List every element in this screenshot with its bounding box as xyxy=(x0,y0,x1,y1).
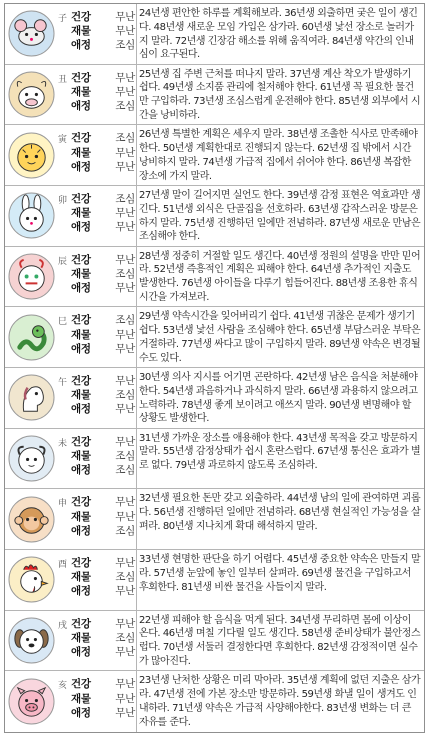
zodiac-row xyxy=(5,65,424,126)
fortune-line xyxy=(71,374,135,388)
sheep-icon xyxy=(8,435,55,482)
fortune-value: 무난 xyxy=(115,557,135,569)
fortune-category: 재물 xyxy=(71,571,91,584)
icon-cell xyxy=(5,429,58,489)
fortune-line xyxy=(71,71,135,85)
zodiac-char: 亥 xyxy=(58,681,68,692)
fortune-text: 26년생 특별한 계획은 세우지 말라. 38년생 조촐한 식사로 만족해야 한다. 50년생 계획한대로 진행되지 않는다. 62년생 집 밖에서 시간 낭비하지 말라. 74년생 가급적 집에서 쉬어야 한다. 86년생 복잡한 장소에 가지 말라. xyxy=(139,129,418,182)
rabbit-icon xyxy=(8,192,55,239)
fortune-category: 재물 xyxy=(71,389,91,402)
fortune-text: 31년생 가까운 장소를 애용해야 한다. 43년생 목적을 갖고 방문하지 말라. 55년생 감정상태가 쉽시 혼란스럽다. 67년생 통신은 효과가 별로 없다. 79년생 과로하지 않도록 조심하라. xyxy=(139,432,421,472)
zodiac-row xyxy=(5,4,424,65)
column-divider xyxy=(136,368,137,428)
icon-cell xyxy=(5,65,58,125)
fortune-line xyxy=(71,10,135,24)
fortune-line xyxy=(71,463,135,477)
fortune-line xyxy=(71,677,135,691)
fortune-line xyxy=(71,131,135,145)
fortune-category: 재물 xyxy=(71,267,91,280)
fortune-value: 무난 xyxy=(115,646,135,659)
column-divider xyxy=(136,671,137,732)
fortune-text: 28년생 정중히 거절할 일도 생긴다. 40년생 정원의 설명을 반만 믿어라. 52년생 즉흥적인 계획은 피해야 한다. 64년생 추가적인 지출도 발생한다. 76년생 아이들을 다루기 힘들어진다. 88년생 조용한 휴식시간을 가져보라. xyxy=(139,250,421,304)
icon-cell xyxy=(5,671,58,732)
zodiac-char: 未 xyxy=(58,438,68,449)
fortune-text: 23년생 난처한 상황은 미리 막아라. 35년생 계획에 없던 지출은 삼가라. 47년생 전에 가본 장소만 방문하라. 59년생 화낼 일이 생겨도 인내하라. 71년생 약속은 가급적 사양해야한다. 83년생 변화는 더 큰 자유를 준다. xyxy=(139,675,421,728)
horse-icon xyxy=(8,374,55,421)
column-divider xyxy=(136,611,137,671)
fortune-category: 건강 xyxy=(71,193,91,205)
fortune-line xyxy=(71,388,135,402)
column-divider xyxy=(136,489,137,549)
fortune-line xyxy=(71,584,135,598)
icon-cell xyxy=(5,368,58,428)
fortune-line xyxy=(71,328,135,342)
fortune-labels xyxy=(71,556,135,599)
fortune-category: 애정 xyxy=(71,160,91,173)
fortune-labels xyxy=(71,253,135,296)
fortune-value: 무난 xyxy=(115,678,135,691)
zodiac-row xyxy=(5,125,424,186)
fortune-category: 애정 xyxy=(71,464,91,477)
fortune-labels xyxy=(71,495,135,538)
zodiac-char: 卯 xyxy=(58,196,68,206)
fortune-text: 29년생 약속시간을 잊어버리기 쉽다. 41년생 귀찮은 문제가 생기기 쉽다. 53년생 낯선 사람을 조심해야 한다. 65년생 부담스러운 부탁은 거절하라. 77년생 싸다고 많이 구입하지 말라. 89년생 약속은 변경될 수도 있다. xyxy=(139,311,421,364)
fortune-line xyxy=(71,38,135,52)
fortune-line xyxy=(71,85,135,99)
column-divider xyxy=(136,550,137,610)
fortune-line xyxy=(71,281,135,295)
fortune-category: 애정 xyxy=(71,524,91,537)
column-divider xyxy=(136,247,137,307)
fortune-value: 조심 xyxy=(115,464,135,477)
fortune-category: 재물 xyxy=(71,449,91,462)
icon-cell xyxy=(5,611,58,671)
fortune-value: 무난 xyxy=(115,71,135,84)
zodiac-char: 子 xyxy=(58,14,68,24)
fortune-value: 무난 xyxy=(115,328,135,341)
fortune-category: 애정 xyxy=(71,403,91,416)
fortune-value: 무난 xyxy=(115,496,135,509)
fortune-category: 애정 xyxy=(71,282,91,295)
fortune-category: 건강 xyxy=(71,557,91,569)
zodiac-char: 午 xyxy=(58,378,68,388)
icon-cell xyxy=(5,247,58,307)
zodiac-char: 戌 xyxy=(58,620,68,631)
fortune-line xyxy=(71,631,135,645)
fortune-value: 조심 xyxy=(115,449,135,462)
fortune-line xyxy=(71,556,135,570)
fortune-line xyxy=(71,402,135,416)
icon-cell xyxy=(5,489,58,549)
fortune-value: 무난 xyxy=(115,342,135,355)
fortune-line xyxy=(71,206,135,220)
fortune-value: 무난 xyxy=(115,692,135,705)
fortune-category: 재물 xyxy=(71,25,91,38)
fortune-text: 30년생 의사 지시를 어기면 곤란하다. 42년생 남은 음식을 처분해야 한다. 54년생 과음하거나 과식하지 말라. 66년생 과용하지 않으려고 노력하라. 78년생 좋게 보이려고 애쓰지 말라. 90년생 변명해야 할 상황도 발생한다. xyxy=(139,372,418,425)
fortune-line xyxy=(71,645,135,659)
dragon-icon xyxy=(8,253,55,300)
fortune-line xyxy=(71,524,135,538)
zodiac-row xyxy=(5,611,424,672)
fortune-value: 조심 xyxy=(115,571,135,584)
fortune-line xyxy=(71,146,135,160)
fortune-line xyxy=(71,160,135,174)
fortune-line xyxy=(71,99,135,113)
fortune-value: 무난 xyxy=(115,160,135,173)
fortune-category: 재물 xyxy=(71,510,91,523)
zodiac-row xyxy=(5,671,424,732)
fortune-value: 무난 xyxy=(115,11,135,23)
fortune-labels xyxy=(71,313,135,356)
fortune-value: 무난 xyxy=(115,282,135,295)
fortune-line xyxy=(71,617,135,631)
horoscope-table xyxy=(4,3,425,733)
fortune-value: 무난 xyxy=(115,25,135,38)
fortune-line xyxy=(71,495,135,509)
zodiac-row xyxy=(5,247,424,308)
fortune-value: 무난 xyxy=(115,585,135,598)
fortune-category: 건강 xyxy=(71,375,91,387)
fortune-value: 무난 xyxy=(115,403,135,416)
zodiac-char: 辰 xyxy=(58,256,68,267)
fortune-category: 애정 xyxy=(71,221,91,234)
fortune-category: 건강 xyxy=(71,11,91,23)
fortune-line xyxy=(71,192,135,206)
fortune-value: 조심 xyxy=(115,631,135,644)
fortune-line xyxy=(71,435,135,449)
fortune-labels xyxy=(71,617,135,660)
tiger-icon xyxy=(8,132,55,179)
fortune-line xyxy=(71,313,135,327)
zodiac-char: 巳 xyxy=(58,317,68,328)
fortune-value: 무난 xyxy=(115,146,135,159)
monkey-icon xyxy=(8,496,55,543)
ox-icon xyxy=(8,71,55,118)
pig-icon xyxy=(8,678,55,725)
fortune-category: 건강 xyxy=(71,496,91,509)
fortune-text: 24년생 편안한 하루를 계획해보라. 36년생 외출하면 궂은 일이 생긴다. 48년생 새로운 모임 가입은 삼가라. 60년생 낯선 장소로 놀러가지 말라. 72년생 긴장감 해소를 위해 움직여라. 84년생 약간의 인내심이 요구된다. xyxy=(139,8,418,61)
fortune-text: 25년생 집 주변 근처를 떠나지 말라. 37년생 계산 착오가 발생하기 쉽다. 49년생 소지품 관리에 철저해야 한다. 61년생 꼭 필요한 물건만 구입하라. 73년생 조심스럽게 운전해야 한다. 85년생 외부에서 시간을 낭비하라. xyxy=(139,68,421,122)
icon-cell xyxy=(5,125,58,185)
fortune-labels xyxy=(71,374,135,417)
zodiac-char: 寅 xyxy=(58,135,68,146)
icon-cell xyxy=(5,550,58,610)
fortune-labels xyxy=(71,677,135,720)
fortune-value: 조심 xyxy=(115,524,135,537)
snake-icon xyxy=(8,314,55,361)
fortune-value: 조심 xyxy=(115,100,135,113)
fortune-category: 건강 xyxy=(71,314,91,327)
fortune-value: 무난 xyxy=(115,435,135,448)
fortune-value: 조심 xyxy=(115,389,135,402)
fortune-text: 33년생 현명한 판단을 하기 어렵다. 45년생 중요한 약속은 만들지 말라. 57년생 눈앞에 놓인 일부터 살펴라. 69년생 물건을 구입하고서 후회한다. 81년생 비싼 물건을 사들이지 말라. xyxy=(139,554,421,593)
fortune-line xyxy=(71,510,135,524)
fortune-category: 애정 xyxy=(71,39,91,52)
zodiac-char: 丑 xyxy=(58,74,68,85)
icon-cell xyxy=(5,4,58,64)
fortune-category: 재물 xyxy=(71,692,91,705)
fortune-line xyxy=(71,253,135,267)
fortune-value: 무난 xyxy=(115,221,135,234)
fortune-value: 조심 xyxy=(115,132,135,145)
fortune-category: 건강 xyxy=(71,132,91,145)
zodiac-row xyxy=(5,489,424,550)
fortune-category: 재물 xyxy=(71,85,91,98)
fortune-category: 건강 xyxy=(71,253,91,266)
fortune-category: 재물 xyxy=(71,328,91,341)
column-divider xyxy=(136,65,137,125)
fortune-value: 무난 xyxy=(115,85,135,98)
fortune-category: 애정 xyxy=(71,342,91,355)
fortune-line xyxy=(71,706,135,720)
column-divider xyxy=(136,307,137,367)
fortune-text: 27년생 말이 길어지면 실언도 한다. 39년생 감정 표현은 역효과만 생긴다. 51년생 외식은 단골집을 선호하라. 63년생 갑작스러운 방문은 하지 말라. 75년생 진행하던 일에만 전념하라. 87년생 새로운 만남은 조심해야 한다. xyxy=(139,190,421,243)
fortune-line xyxy=(71,570,135,584)
fortune-value: 조심 xyxy=(115,39,135,52)
zodiac-char: 申 xyxy=(58,499,68,510)
rooster-icon xyxy=(8,556,55,603)
fortune-line xyxy=(71,267,135,281)
fortune-category: 재물 xyxy=(71,146,91,159)
fortune-labels xyxy=(71,10,135,53)
column-divider xyxy=(136,429,137,489)
zodiac-char: 酉 xyxy=(58,560,68,570)
column-divider xyxy=(136,4,137,64)
zodiac-row xyxy=(5,550,424,611)
fortune-value: 무난 xyxy=(115,510,135,523)
zodiac-row xyxy=(5,186,424,247)
zodiac-row xyxy=(5,368,424,429)
fortune-value: 조심 xyxy=(115,267,135,280)
fortune-line xyxy=(71,449,135,463)
fortune-category: 애정 xyxy=(71,646,91,659)
column-divider xyxy=(136,125,137,185)
fortune-line xyxy=(71,24,135,38)
fortune-value: 무난 xyxy=(115,706,135,719)
rat-icon xyxy=(8,10,55,57)
fortune-labels xyxy=(71,131,135,174)
fortune-labels xyxy=(71,192,135,235)
fortune-value: 무난 xyxy=(115,207,135,220)
fortune-line xyxy=(71,692,135,706)
fortune-category: 재물 xyxy=(71,207,91,220)
fortune-labels xyxy=(71,71,135,114)
fortune-line xyxy=(71,342,135,356)
column-divider xyxy=(136,186,137,246)
fortune-value: 무난 xyxy=(115,375,135,387)
fortune-text: 22년생 피해야 할 음식을 먹게 된다. 34년생 무리하면 몸에 이상이 온다. 46년생 며칠 기다릴 일도 생긴다. 58년생 준비상태가 불안정스럽다. 70년생 서둘러 결정한다면 후회한다. 82년생 감정적이면 실수가 많아진다. xyxy=(139,614,421,668)
fortune-value: 조심 xyxy=(115,314,135,327)
fortune-labels xyxy=(71,435,135,478)
fortune-category: 애정 xyxy=(71,100,91,113)
fortune-text: 32년생 필요한 돈만 갖고 외출하라. 44년생 남의 일에 관여하면 괴롭다. 56년생 진행하던 일에만 전념하라. 68년생 현실적인 가능성을 살펴라. 80년생 지나치게 확대 해석하지 말라. xyxy=(139,493,421,532)
fortune-category: 재물 xyxy=(71,631,91,644)
fortune-category: 건강 xyxy=(71,678,91,691)
fortune-category: 건강 xyxy=(71,435,91,448)
fortune-category: 건강 xyxy=(71,617,91,630)
fortune-category: 건강 xyxy=(71,71,91,84)
fortune-line xyxy=(71,220,135,234)
fortune-value: 무난 xyxy=(115,617,135,630)
icon-cell xyxy=(5,186,58,246)
zodiac-row xyxy=(5,307,424,368)
zodiac-row xyxy=(5,429,424,490)
fortune-category: 애정 xyxy=(71,706,91,719)
dog-icon xyxy=(8,617,55,664)
fortune-value: 조심 xyxy=(115,193,135,205)
fortune-category: 애정 xyxy=(71,585,91,598)
icon-cell xyxy=(5,307,58,367)
fortune-value: 무난 xyxy=(115,253,135,266)
